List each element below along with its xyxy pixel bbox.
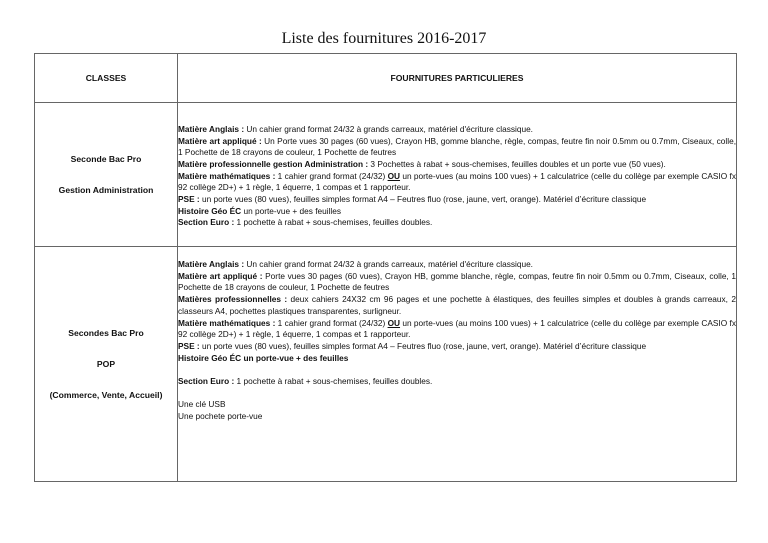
subject-label: Matière Anglais : (178, 259, 245, 269)
table-header-row (35, 54, 737, 103)
class-cell (35, 103, 178, 247)
supply-text: un porte-vue + des feuilles (241, 205, 342, 216)
supplies-cell (178, 103, 737, 247)
supply-text: Une clé USB (178, 399, 226, 410)
supply-text: un porte vues (80 vues), feuilles simples format A4 – Feutres fluo (rose, jaune, vert, orange). Matériel d’écriture classique (199, 194, 647, 205)
supply-text: Un cahier grand format 24/32 à grands carreaux, matériel d'écriture classique. (244, 259, 533, 269)
subject-label: Matière mathématiques : (178, 317, 276, 328)
table-row (35, 247, 737, 482)
subject-label: Matière art appliqué : (178, 270, 263, 281)
supply-text: deux cahiers 24X32 cm 96 pages et une pochette à élastiques, des feuilles simples et doubles à grands carreaux, 2 classeurs A4, pochettes plastiques transparentes, surligneur. (178, 294, 736, 316)
subject-label: Histoire Géo ÉC un porte-vue + des feuilles (178, 352, 349, 363)
supply-line (178, 124, 736, 136)
supply-text: 1 pochette à rabat + sous-chemises, feuilles doubles. (234, 217, 433, 228)
subject-label: PSE : (178, 194, 200, 205)
supply-text: Porte vues 30 pages (60 vues), Crayon HB, gomme blanche, règle, compas, feutre fin noir 0.5mm ou 0.7mm, Ciseaux, colle, 1 Pochette de 18 crayons de couleur, 1 Pochette de feutres (178, 270, 737, 293)
supply-line (178, 159, 736, 171)
supply-line (178, 271, 736, 294)
supply-line (178, 217, 736, 229)
header-fournitures: FOURNITURES PARTICULIERES (178, 54, 737, 103)
supply-text: 1 cahier grand format (24/32) (275, 170, 388, 181)
class-name: Seconde Bac Pro (70, 154, 142, 164)
subject-label: Matière art appliqué : (178, 135, 262, 146)
subject-label: Section Euro : (178, 376, 235, 387)
spacer (178, 388, 736, 400)
supply-text: un porte-vues (au moins 100 vues) + 1 calculatrice (celle du collège par exemple CASIO fx 92 collège 2D+) + 1 règle, 1 équerre, 1 compas et 1 rapporteur. (178, 170, 736, 193)
subject-label: Matière mathématiques : (178, 170, 276, 181)
supply-line (178, 341, 736, 353)
subject-label: PSE : (178, 340, 200, 351)
spacer (178, 364, 736, 376)
supply-line (178, 206, 736, 218)
supply-text: Une pochete porte-vue (178, 411, 263, 422)
supply-text: un porte-vues (au moins 100 vues) + 1 calculatrice (celle du collège par exemple CASIO fx 92 collège 2D+) + 1 règle, 1 équerre, 1 compas et 1 rapporteur. (178, 317, 736, 340)
subject-label: Matière Anglais : (178, 123, 245, 134)
supply-line (178, 136, 736, 159)
class-name: Secondes Bac Pro (68, 328, 144, 338)
supply-text: Un Porte vues 30 pages (60 vues), Crayon HB, gomme blanche, règle, compas, feutre fin noir 0.5mm ou 0.7mm, Ciseaux, colle, 1 Pochette de 18 crayons de couleur, 1 Pochette de feutres (178, 135, 736, 158)
supply-line (178, 171, 736, 194)
supply-line (178, 194, 736, 206)
supply-line (178, 353, 736, 365)
supply-text: un porte vues (80 vues), feuilles simples format A4 – Feutres fluo (rose, jaune, vert, orange). Matériel d’écriture classique (199, 340, 647, 351)
table-row (35, 103, 737, 247)
or-emphasis: OU (387, 170, 401, 181)
supply-line (178, 294, 736, 317)
supply-text: 1 cahier grand format (24/32) (275, 317, 388, 328)
subject-label: Section Euro : (178, 217, 235, 228)
supply-line (178, 318, 736, 341)
supplies-cell (178, 247, 737, 482)
class-cell (35, 247, 178, 482)
subject-label: Matières professionnelles : (178, 294, 288, 305)
class-name: Gestion Administration (58, 185, 154, 195)
supplies-table (34, 53, 737, 482)
supply-text: 3 Pochettes à rabat + sous-chemises, feuilles doubles et un porte vue (50 vues). (368, 158, 666, 169)
class-name: (Commerce, Vente, Accueil) (49, 390, 163, 400)
header-classes: CLASSES (35, 54, 178, 103)
subject-label: Histoire Géo ÉC (178, 205, 242, 216)
class-name: POP (96, 359, 116, 369)
supply-line (178, 376, 736, 388)
subject-label: Matière professionnelle gestion Administration : (178, 158, 369, 169)
supply-text: 1 pochette à rabat + sous-chemises, feuilles doubles. (234, 376, 433, 387)
supply-line (178, 399, 736, 411)
supply-line (178, 411, 736, 423)
page-title: Liste des fournitures 2016-2017 (281, 30, 487, 47)
or-emphasis: OU (387, 317, 401, 328)
supply-line (178, 259, 736, 271)
supply-text: Un cahier grand format 24/32 à grands carreaux, matériel d'écriture classique. (244, 123, 533, 134)
